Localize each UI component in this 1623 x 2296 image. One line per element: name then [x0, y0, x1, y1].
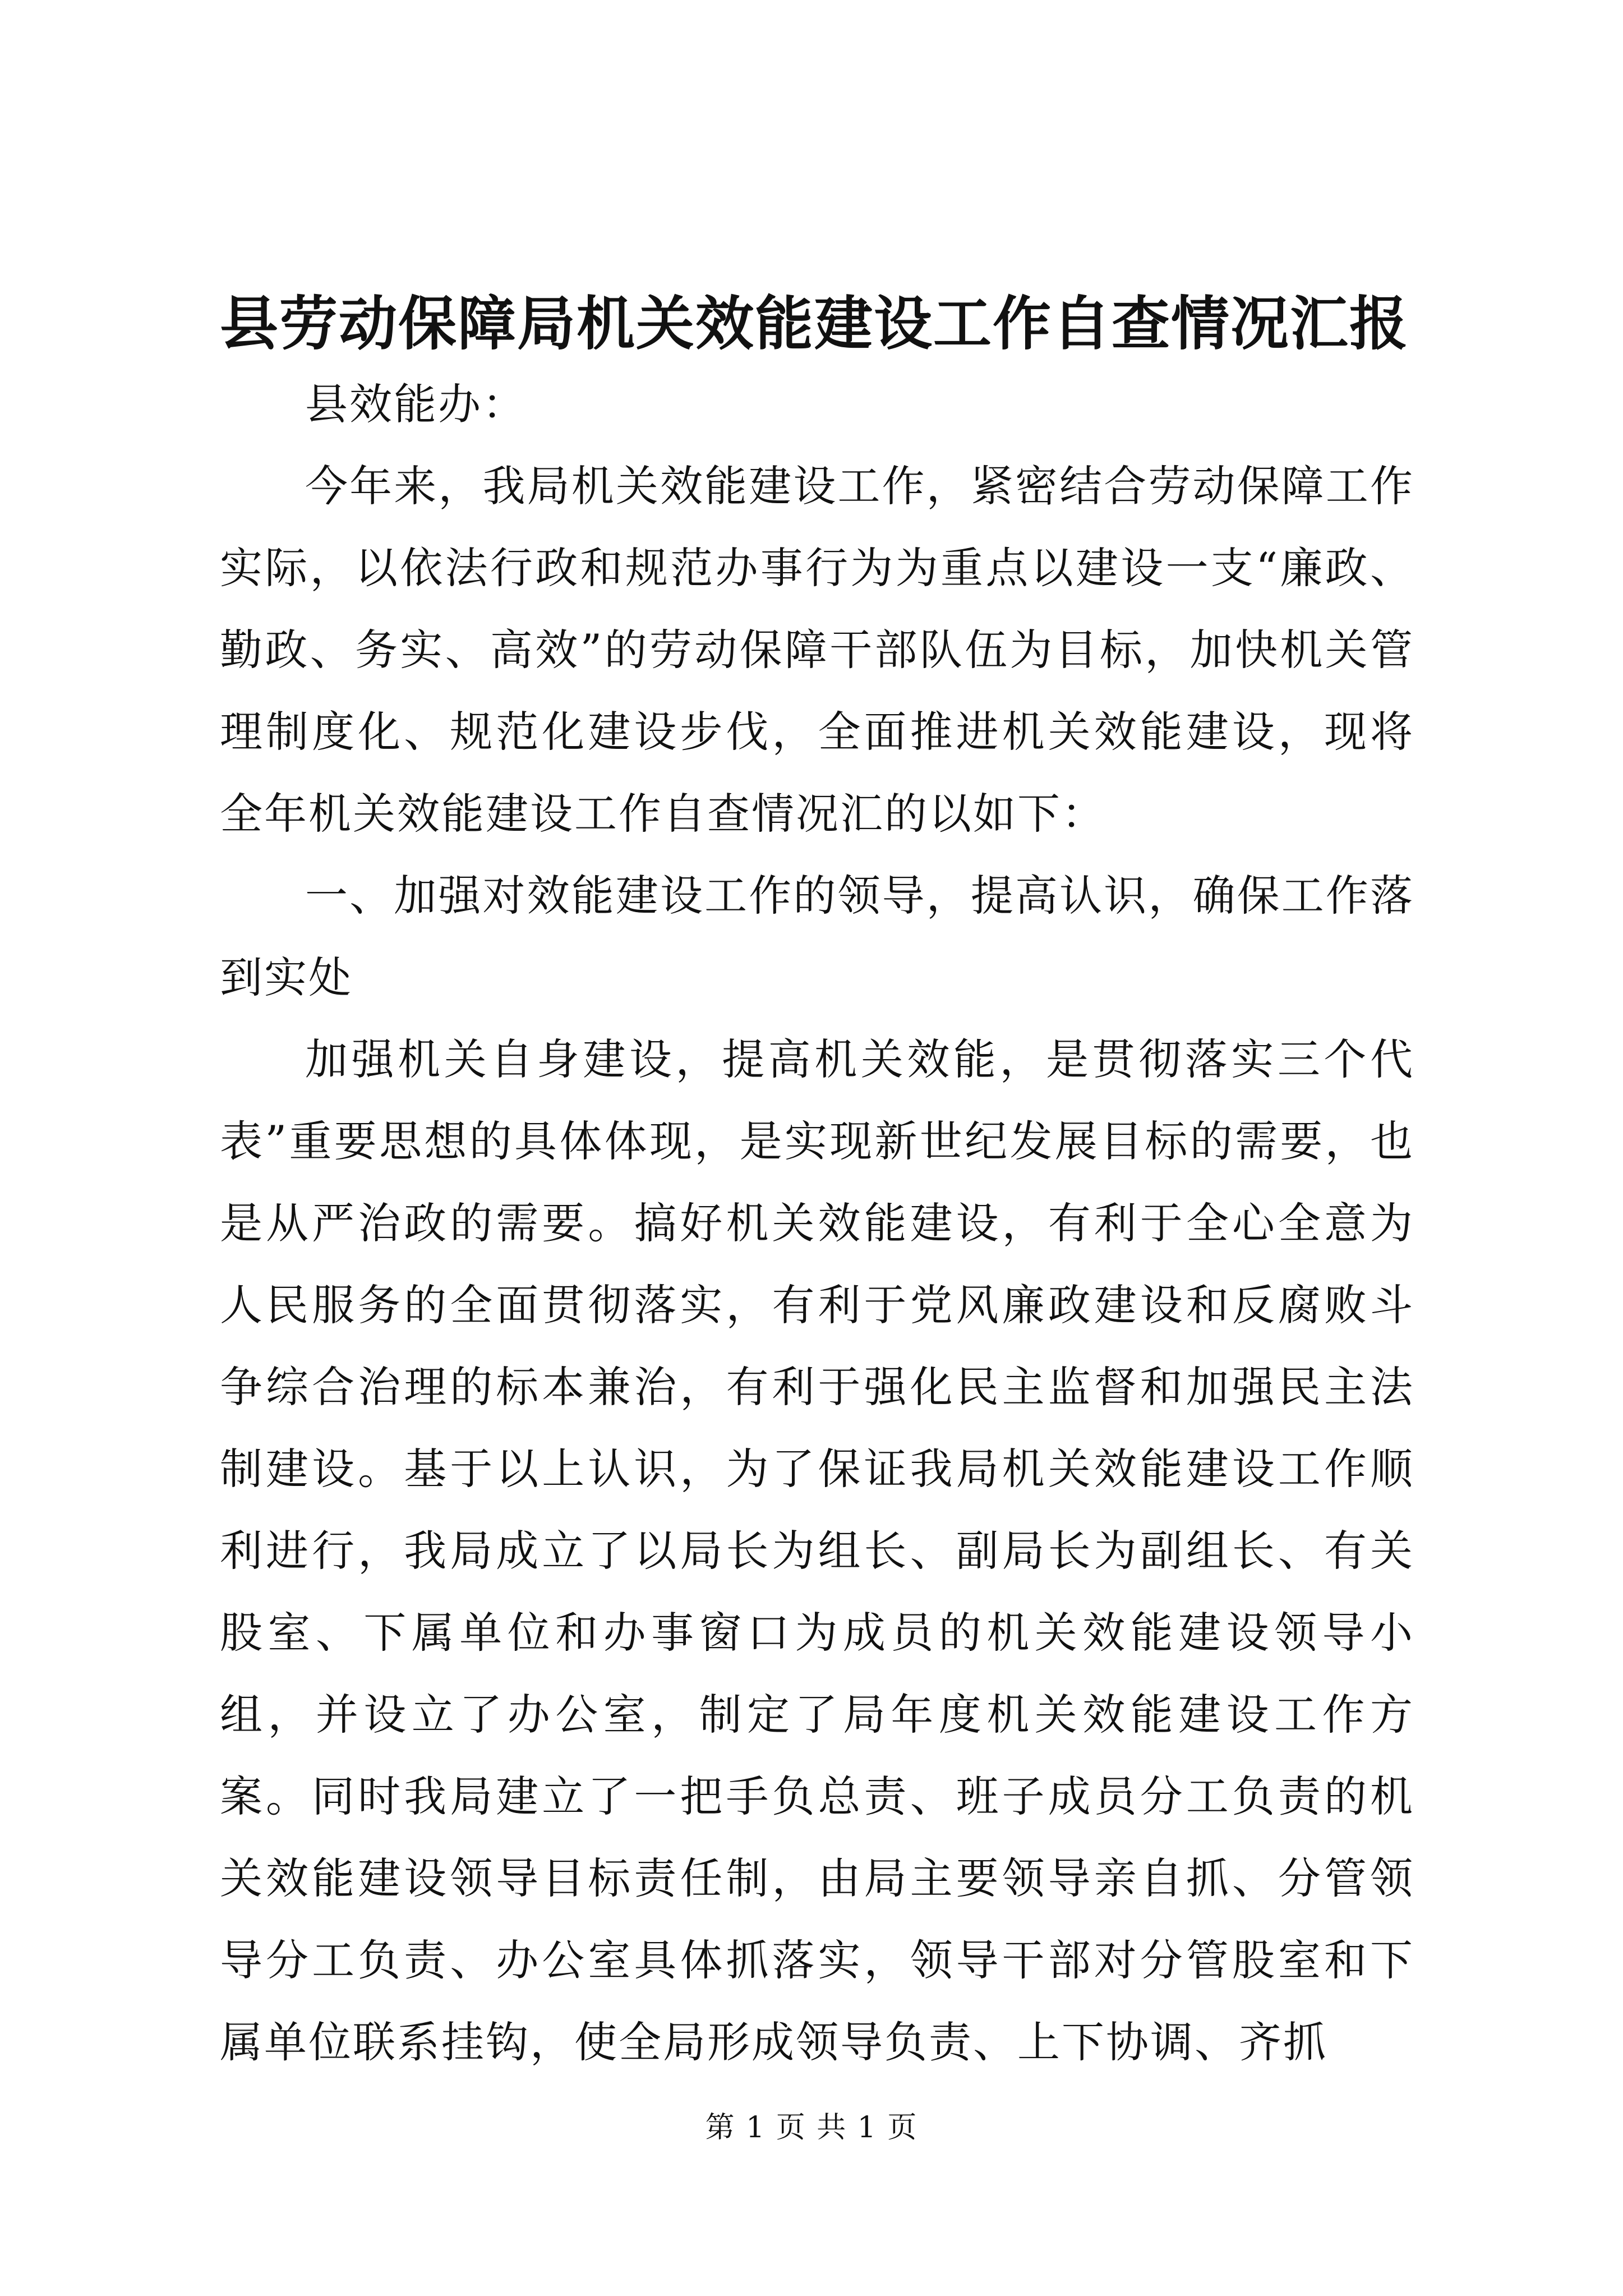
- document-title: 县劳动保障局机关效能建设工作自查情况汇报: [220, 289, 1409, 358]
- salutation: 县效能办：: [305, 379, 527, 429]
- section-heading-1: 一、加强对效能建设工作的领导，提高认识，确保工作落到实处: [220, 871, 1414, 1002]
- page-footer: 第 1 页 共 1 页: [705, 2111, 918, 2145]
- body-paragraph: 加强机关自身建设，提高机关效能，是贯彻落实三个代表”重要思想的具体体现，是实现新世纪发展目标的需要，也是从严治政的需要。搞好机关效能建设，有利于全心全意为人民服务的全面贯彻落实，有利于党风廉政建设和反腐败斗争综合治理的标本兼治，有利于强化民主监督和加强民主法制建设。基于以上认识，为了保证我局机关效能建设工作顺利进行，我局成立了以局长为组长、副局长为副组长、有关股室、下属单位和办事窗口为成员的机关效能建设领导小组，并设立了办公室，制定了局年度机关效能建设工作方案。同时我局建立了一把手负总责、班子成员分工负责的机关效能建设领导目标责任制，由局主要领导亲自抓、分管领导分工负责、办公室具体抓落实，领导干部对分管股室和下属单位联系挂钩，使全局形成领导负责、上下协调、齐抓: [220, 1034, 1414, 2067]
- intro-paragraph: 今年来，我局机关效能建设工作，紧密结合劳动保障工作实际，以依法行政和规范办事行为为重点以建设一支“廉政、勤政、务实、高效”的劳动保障干部队伍为目标，加快机关管理制度化、规范化建设步伐，全面推进机关效能建设，现将全年机关效能建设工作自查情况汇的以如下：: [220, 461, 1414, 839]
- document-body: [220, 364, 1414, 2083]
